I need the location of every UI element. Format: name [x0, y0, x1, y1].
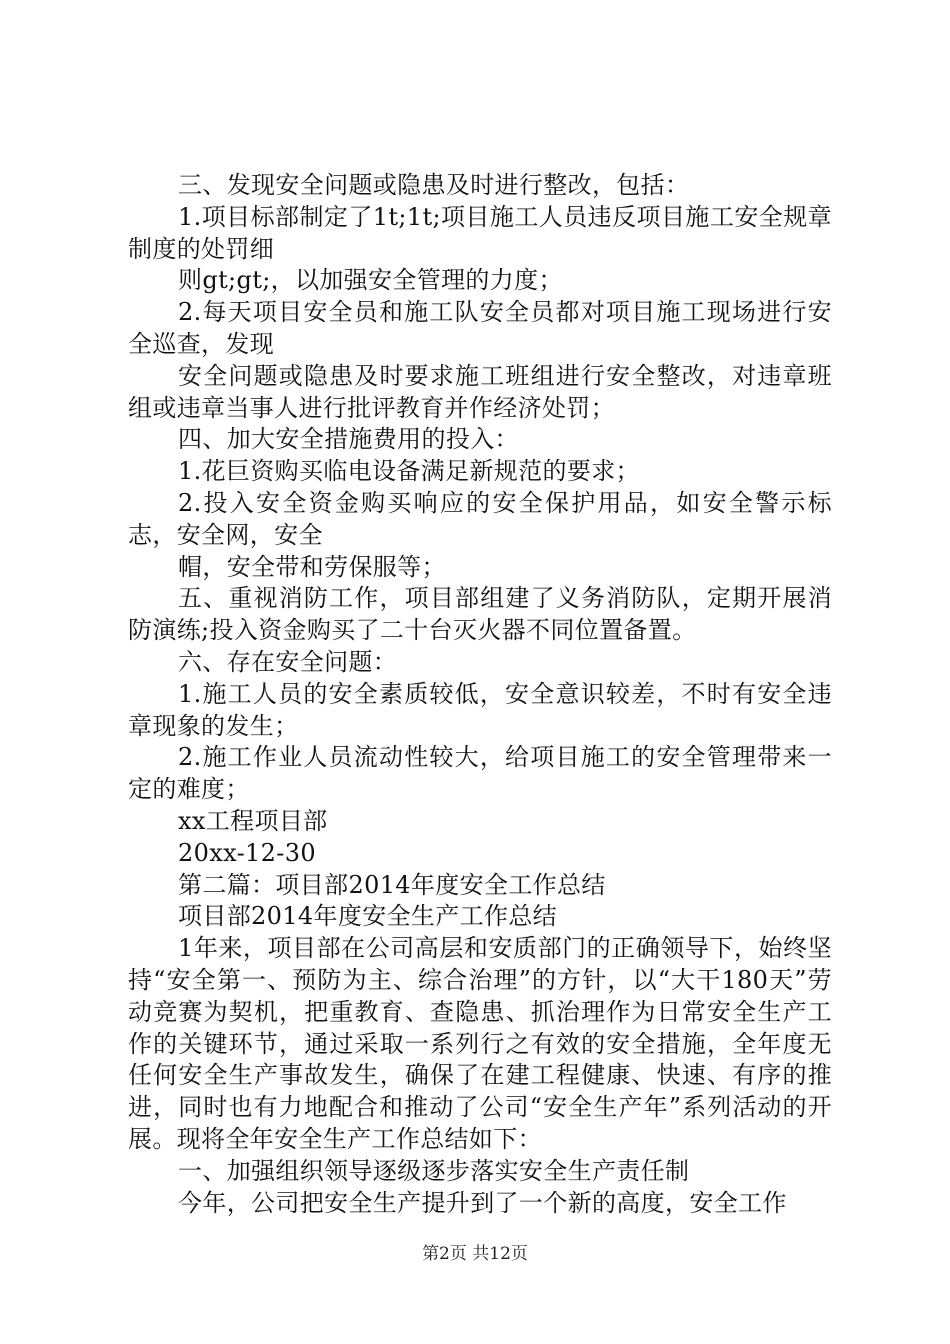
paragraph-line: 六、存在安全问题： — [178, 647, 398, 676]
paragraph-line: 今年，公司把安全生产提升到了一个新的高度，安全工作 — [178, 1188, 787, 1217]
paragraph-line: 帽，安全带和劳保服等； — [178, 552, 446, 581]
paragraph-line: 四、加大安全措施费用的投入： — [178, 425, 519, 454]
section-title: 第二篇：项目部2014年度安全工作总结 — [178, 870, 606, 899]
section-heading: 一、加强组织领导逐级逐步落实安全生产责任制 — [178, 1156, 690, 1185]
paragraph-line: 五、重视消防工作，项目部组建了义务消防队，定期开展消防演练;投入资金购买了二十台灭火器不同位置备置。 — [128, 584, 832, 645]
paragraph-line: 1年来，项目部在公司高层和安质部门的正确领导下，始终坚持“安全第一、预防为主、综合治理”的方针，以“大干180天”劳动竞赛为契机，把重教育、查隐患、抓治理作为日常安全生产工作的关键环节，通过采取一系列行之有效的安全措施，全年度无任何安全生产事故发生，确保了在建工程健康、快速、有序的推进，同时也有力地配合和推动了公司“安全生产年”系列活动的开展。现将全年安全生产工作总结如下： — [128, 934, 832, 1153]
paragraph-line: 则gt;gt;，以加强安全管理的力度； — [178, 266, 563, 295]
document-title: 项目部2014年度安全生产工作总结 — [178, 902, 558, 931]
paragraph-line: 1.施工人员的安全素质较低，安全意识较差，不时有安全违章现象的发生； — [128, 679, 832, 740]
signature-line: xx工程项目部 — [178, 806, 328, 835]
paragraph-line: 2.每天项目安全员和施工队安全员都对项目施工现场进行安全巡查，发现 — [128, 298, 832, 358]
paragraph-line: 2.投入安全资金购买响应的安全保护用品，如安全警示标志，安全网，安全 — [128, 488, 832, 549]
paragraph-line: 三、发现安全问题或隐患及时进行整改，包括： — [178, 171, 690, 199]
date-line: 20xx-12-30 — [178, 838, 316, 867]
page-number: 第2页 共12页 — [422, 1244, 528, 1264]
paragraph-line: 安全问题或隐患及时要求施工班组进行安全整改，对违章班组或违章当事人进行批评教育并作经济处罚； — [128, 361, 832, 422]
paragraph-line: 2.施工作业人员流动性较大，给项目施工的安全管理带来一定的难度； — [128, 743, 832, 804]
paragraph-line: 1.花巨资购买临电设备满足新规范的要求； — [178, 457, 640, 486]
paragraph-line: 1.项目标部制定了1t;1t;项目施工人员违反项目施工安全规章制度的处罚细 — [128, 202, 832, 263]
document-body — [128, 170, 832, 1219]
